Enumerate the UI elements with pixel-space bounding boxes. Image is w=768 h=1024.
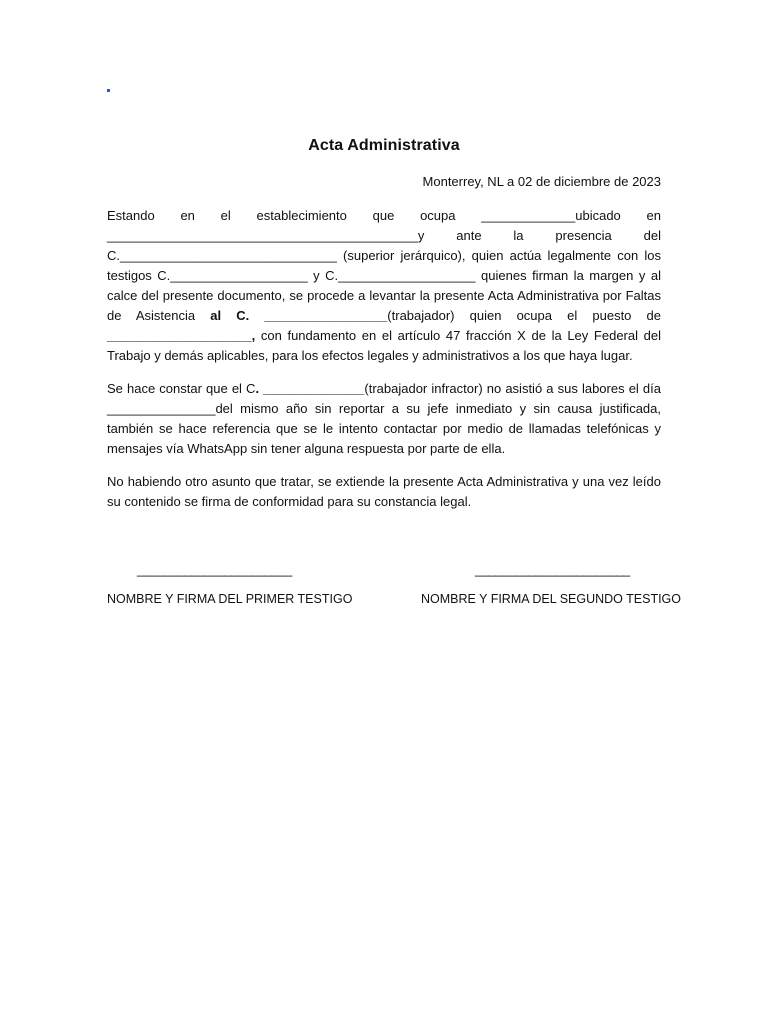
date-line: Monterrey, NL a 02 de diciembre de 2023: [422, 174, 661, 189]
signature-line-second-witness: _______________________: [475, 562, 630, 577]
paragraph-facts-bold-1: . ______________: [255, 381, 365, 396]
paragraph-intro: [107, 206, 661, 366]
signature-line-first-witness: _______________________: [137, 562, 292, 577]
paragraph-intro-bold-1: al C. _________________: [210, 308, 388, 323]
paragraph-intro-text-2: (trabajador) quien ocupa el puesto de: [387, 308, 662, 323]
paragraph-facts-text-2: (trabajador infractor) no asistió a sus labores el día _______________del mismo año sin reportar a su jefe inmediato y sin causa justificada, también se hace referencia que se le intento contactar por medio de llamadas telefónicas y mensajes vía WhatsApp sin tener alguna respuesta por parte de ella.: [107, 381, 661, 456]
paragraph-intro-text-3: con fundamento en el artículo 47 fracción X de la Ley Federal del Trabajo y demás aplicables, para los efectos legales y administrativos a los que haya lugar.: [107, 328, 661, 363]
paragraph-closing: No habiendo otro asunto que tratar, se extiende la presente Acta Administrativa y una vez leído su contenido se firma de conformidad para su constancia legal.: [107, 474, 661, 509]
paragraph-facts-text-1: Se hace constar que el C: [107, 381, 256, 396]
signature-label-second-witness: NOMBRE Y FIRMA DEL SEGUNDO TESTIGO: [421, 592, 682, 606]
document-title: Acta Administrativa: [308, 137, 460, 154]
paragraph-facts: [107, 379, 661, 459]
paragraph-intro-text-1: Estando en el establecimiento que ocupa _____________ubicado en ___________________________________________y ante la presencia del C.______________________________ (superior jerárquico), quien actúa legalmente con los testigos C.___________________ y C.___________________ quienes firman la margen y al calce del presente documento, se procede a levantar la presente Acta Administrativa por Faltas de Asistencia: [107, 208, 661, 323]
paragraph-intro-bold-2: ____________________,: [107, 328, 256, 343]
bullet-mark: [107, 89, 110, 92]
signature-label-first-witness: NOMBRE Y FIRMA DEL PRIMER TESTIGO: [107, 592, 353, 606]
